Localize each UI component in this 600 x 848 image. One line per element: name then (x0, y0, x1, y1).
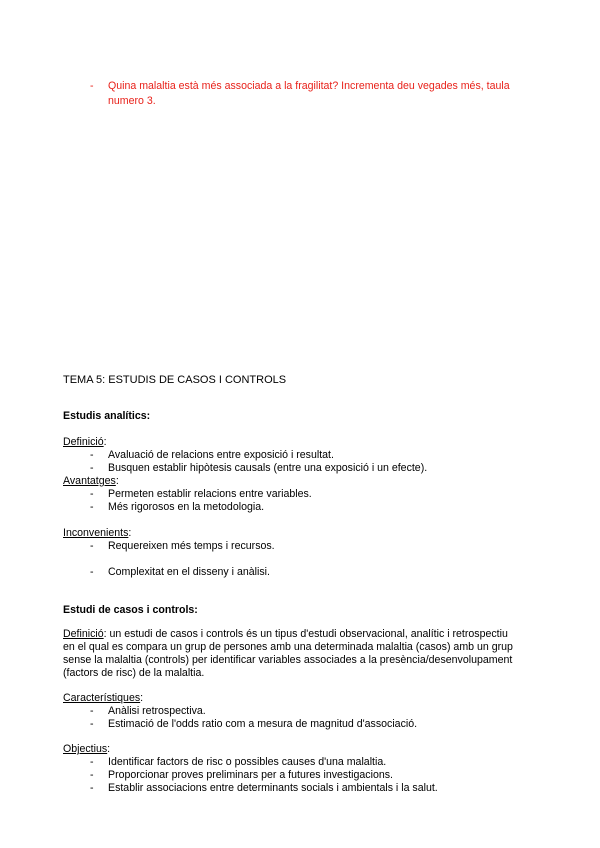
analytic-avantatges-item: Més rigorosos en la metodologia. (108, 501, 265, 513)
objectius-item: Establir associacions entre determinants socials i ambientals i la salut. (108, 782, 438, 794)
tema-title: TEMA 5: ESTUDIS DE CASOS I CONTROLS (63, 374, 287, 386)
analytic-inconvenients-item: Requereixen més temps i recursos. (108, 540, 275, 552)
analytic-definicio-item: Avaluació de relacions entre exposició i resultat. (108, 449, 334, 461)
analytic-avantatges-label: Avantatges: (63, 475, 119, 487)
analytic-avantatges-item: Permeten establir relacions entre variables. (108, 488, 312, 500)
caracteristiques-label: Característiques: (63, 692, 144, 704)
objectius-label: Objectius: (63, 743, 111, 755)
intro-question-line2: numero 3. (108, 95, 156, 107)
objectius-item: Proporcionar proves preliminars per a futures investigacions. (108, 769, 393, 781)
intro-question-line1: Quina malaltia està més associada a la fragilitat? Incrementa deu vegades més, taula (108, 80, 510, 92)
analytic-inconvenients-label: Inconvenients: (63, 527, 132, 539)
analytic-heading: Estudis analítics: (63, 410, 151, 422)
caracteristiques-item: Estimació de l'odds ratio com a mesura de magnitud d'associació. (108, 718, 418, 730)
analytic-definicio-label: Definició: (63, 436, 107, 448)
analytic-inconvenients-item: Complexitat en el disseny i anàlisi. (108, 566, 270, 578)
caracteristiques-item: Anàlisi retrospectiva. (108, 705, 206, 717)
case-control-definition: Definició: un estudi de casos i controls és un tipus d'estudi observacional, analític i retrospectiu en el qual es compara un grup de persones amb una determinada malaltia (casos) amb un grup sense la malaltia (controls) per identificar variables associades a la presència/desenvolupament (factors de risc) de la malaltia. (63, 628, 513, 679)
objectius-item: Identificar factors de risc o possibles causes d'una malaltia. (108, 756, 387, 768)
intro-bullet: - (90, 80, 94, 92)
analytic-definicio-item: Busquen establir hipòtesis causals (entre una exposició i un efecte). (108, 462, 428, 474)
case-control-heading: Estudi de casos i controls: (63, 604, 198, 616)
